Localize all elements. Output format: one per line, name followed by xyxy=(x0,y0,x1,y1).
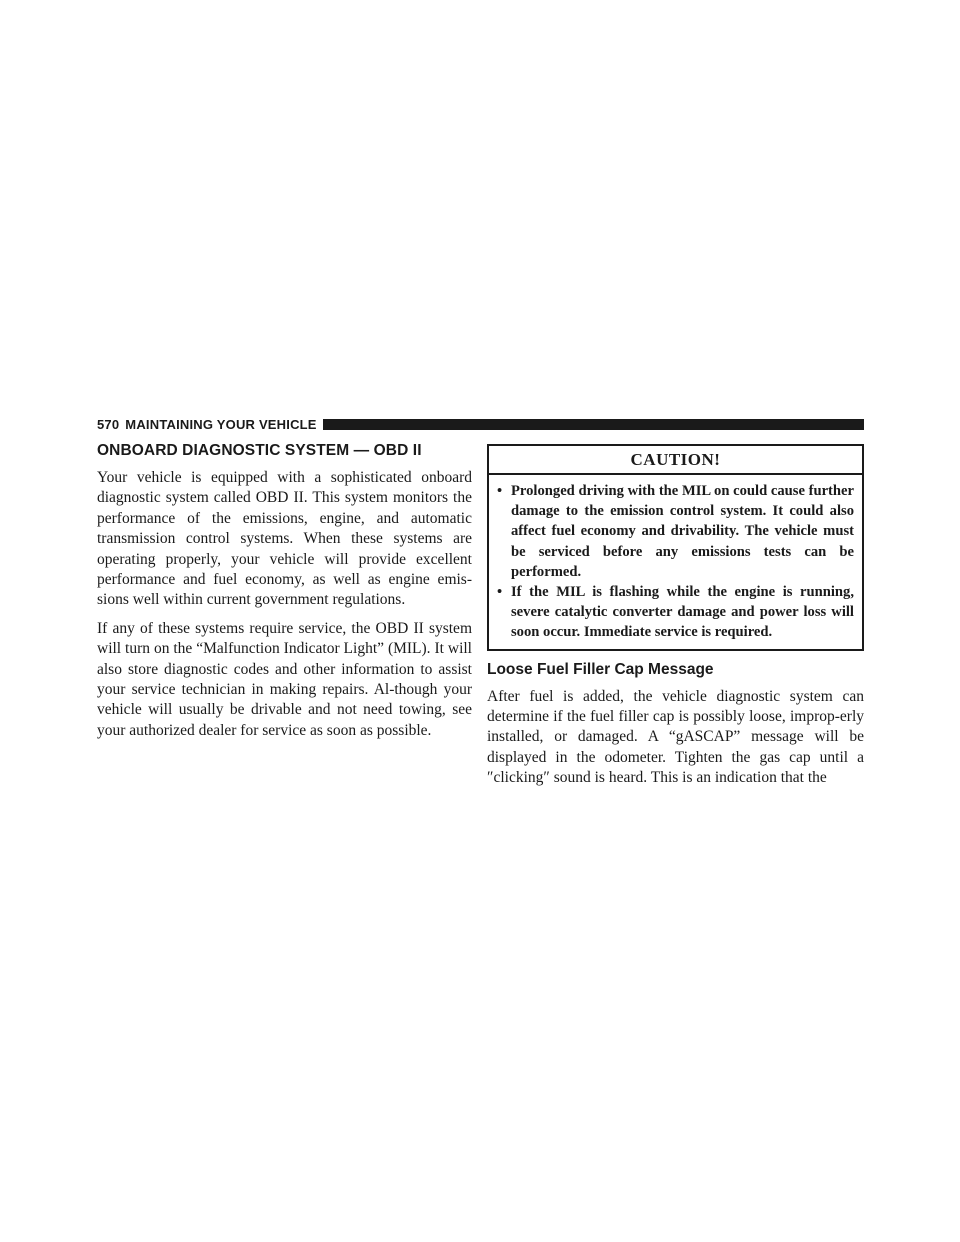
caution-item-text: If the MIL is flashing while the engine is running, severe catalytic converter damage and power loss will soon occur. Immediate service is required. xyxy=(511,584,854,641)
caution-item xyxy=(497,481,854,582)
page-header xyxy=(97,416,864,432)
section-heading: ONBOARD DIAGNOSTIC SYSTEM — OBD II xyxy=(97,442,422,459)
bullet-icon: • xyxy=(497,483,503,499)
body-paragraph: After fuel is added, the vehicle diagnostic system can determine if the fuel filler cap is possibly loose, improp-erly installed, or damaged. A “gASCAP” message will be displayed in the odometer. Tighten the gas cap until a ″clicking″ sound is heard. This is an indication that the xyxy=(487,687,864,787)
body-paragraph: Your vehicle is equipped with a sophisticated onboard diagnostic system called OBD II. This system monitors the performance of the emissions, engine, and automatic transmission control systems. When these systems are operating properly, your vehicle will provide excellent performance and fuel economy, as well as engine emis-sions well within current government regulations. xyxy=(97,469,472,609)
caution-item-text: Prolonged driving with the MIL on could cause further damage to the emission control system. It could also affect fuel economy and drivability. The vehicle must be serviced before any emissions tests can be performed. xyxy=(511,483,854,580)
page-number: 570 xyxy=(97,416,120,432)
bullet-icon: • xyxy=(497,584,503,601)
subheading: Loose Fuel Filler Cap Message xyxy=(487,660,714,678)
caution-box xyxy=(487,444,864,651)
header-rule xyxy=(323,419,864,430)
left-column xyxy=(97,440,472,749)
body-paragraph: If any of these systems require service, the OBD II system will turn on the “Malfunction Indicator Light” (MIL). It will also store diagnostic codes and other information to assist your service technician in making repairs. Al-though your vehicle will usually be drivable and not need towing, see your authorized dealer for service as soon as possible. xyxy=(97,619,472,739)
right-column xyxy=(487,444,864,797)
caution-item xyxy=(497,582,854,643)
caution-title: CAUTION! xyxy=(489,446,862,475)
section-title: MAINTAINING YOUR VEHICLE xyxy=(125,416,317,432)
caution-list xyxy=(489,475,862,649)
